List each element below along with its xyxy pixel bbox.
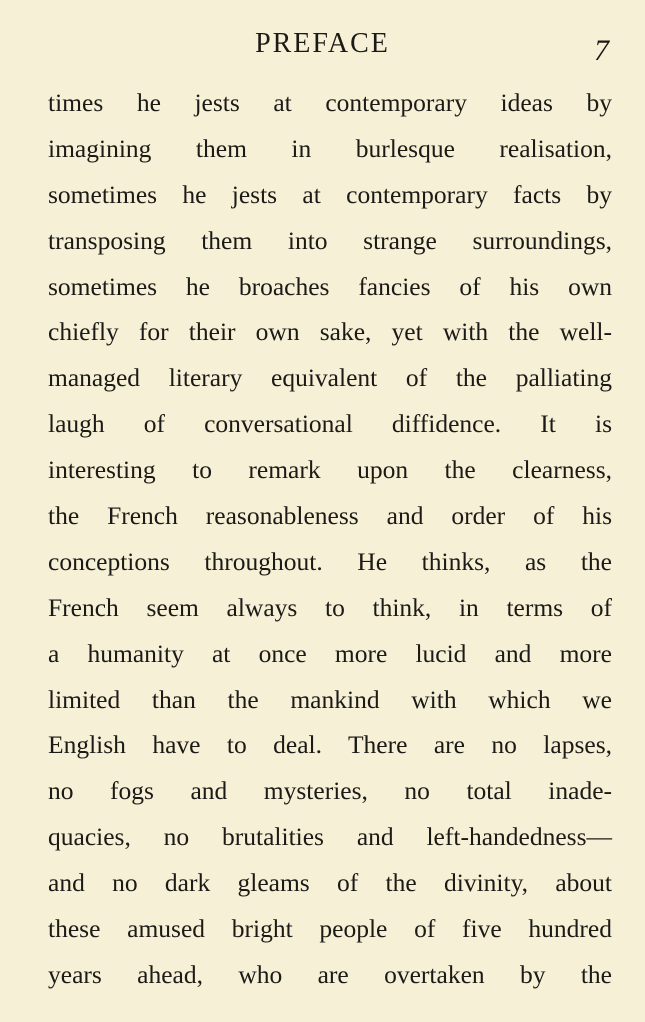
text-line: these amused bright people of five hundred — [48, 914, 612, 944]
text-line: interesting to remark upon the clearness, — [48, 455, 612, 485]
running-title: PREFACE — [255, 28, 390, 59]
running-head — [0, 28, 645, 68]
text-line: conceptions throughout. He thinks, as the — [48, 546, 612, 576]
text-line: French seem always to think, in terms of — [48, 592, 612, 622]
text-line: imagining them in burlesque realisation, — [48, 133, 612, 163]
text-line: times he jests at contemporary ideas by — [48, 88, 612, 117]
text-line: quacies, no brutalities and left-handedness— — [48, 822, 612, 852]
text-line: sometimes he broaches fancies of his own — [48, 271, 612, 301]
text-line: managed literary equivalent of the palliating — [48, 363, 612, 393]
text-line: transposing them into strange surroundings, — [48, 225, 612, 255]
text-line: sometimes he jests at contemporary facts by — [48, 179, 612, 209]
text-line: a humanity at once more lucid and more — [48, 638, 612, 668]
text-line: chiefly for their own sake, yet with the well- — [48, 317, 612, 347]
body-text — [48, 80, 612, 998]
page-number: 7 — [594, 34, 609, 67]
text-line: no fogs and mysteries, no total inade- — [48, 776, 612, 806]
text-line: years ahead, who are overtaken by the — [48, 959, 612, 989]
text-line: the French reasonableness and order of his — [48, 501, 612, 531]
text-line: laugh of conversational diffidence. It is — [48, 409, 612, 439]
text-line: and no dark gleams of the divinity, about — [48, 868, 612, 898]
text-line: English have to deal. There are no lapses, — [48, 730, 612, 760]
text-line: limited than the mankind with which we — [48, 684, 612, 714]
